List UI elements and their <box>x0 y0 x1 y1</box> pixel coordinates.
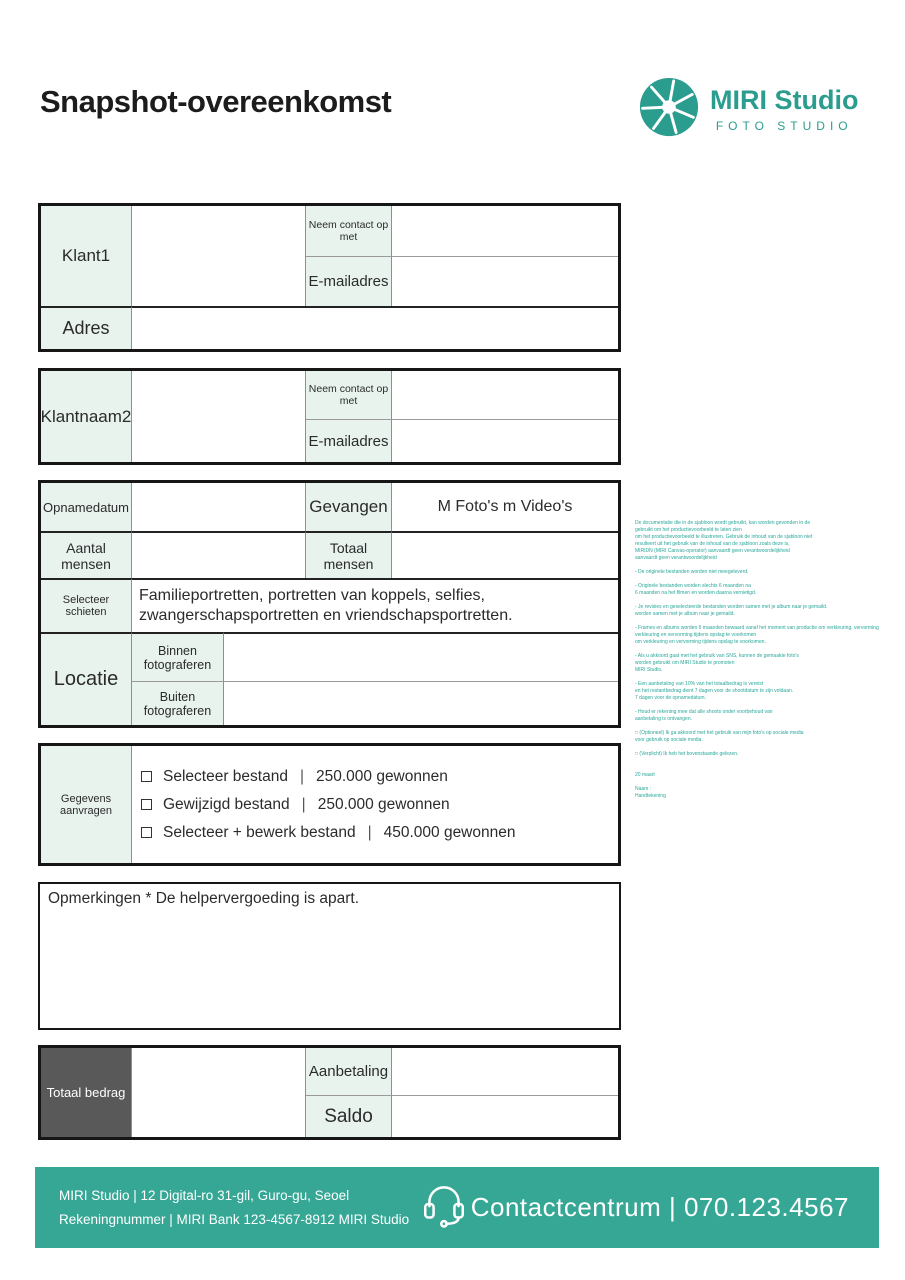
captured-value[interactable]: M Foto's m Video's <box>391 483 618 531</box>
file-option-row <box>141 768 618 786</box>
footer-contact <box>419 1179 849 1236</box>
client2-label: Klantnaam2 <box>41 371 131 462</box>
shoot-date-label: Opnamedatum <box>41 483 131 531</box>
terms-line: worden gebruikt om MIRI Studio te promoten <box>635 660 735 666</box>
terms-line <box>635 597 903 604</box>
file-option-label: Selecteer + bewerk bestand <box>163 823 356 841</box>
client1-address-field[interactable] <box>131 306 618 349</box>
checkbox-icon[interactable] <box>141 827 152 838</box>
terms-fine-print <box>635 520 903 800</box>
terms-line: - Frames en albums worden 6 maanden bewaard vanaf het moment van productie om verkleuring, vervorming <box>635 625 879 631</box>
file-request-table <box>38 743 621 866</box>
file-option-price: 250.000 gewonnen <box>317 795 450 813</box>
indoor-shoot-label: Binnen fotograferen <box>131 632 223 681</box>
footer-account: Rekeningnummer | MIRI Bank 123-4567-8912 MIRI Studio <box>59 1212 410 1227</box>
option-separator: | <box>301 795 306 813</box>
terms-line: - De originele bestanden worden niet meegeleverd. <box>635 569 749 575</box>
terms-line: worden samen met je album naar je gemaild. <box>635 611 735 617</box>
client1-email-label: E-mailadres <box>305 256 391 306</box>
client1-name-field[interactable] <box>131 206 305 306</box>
outdoor-shoot-field[interactable] <box>223 681 618 725</box>
headset-icon <box>419 1179 469 1236</box>
client1-table <box>38 203 621 352</box>
terms-line: aanbetaling is ontvangen. <box>635 716 692 722</box>
total-amount-field[interactable] <box>131 1048 305 1137</box>
client1-address-label: Adres <box>41 306 131 349</box>
terms-line: Naam : <box>635 786 652 792</box>
terms-line: om het productievoorbeeld te illustreren. Gebruik de inhoud van de sjabloon niet <box>635 534 813 540</box>
terms-line <box>635 618 903 625</box>
terms-line <box>635 744 903 751</box>
total-amount-table <box>38 1045 621 1140</box>
terms-line: 7 dagen voor de opnamedatum. <box>635 695 706 701</box>
deposit-label: Aanbetaling <box>305 1048 391 1095</box>
total-amount-label: Totaal bedrag <box>41 1048 131 1137</box>
people-count-field[interactable] <box>131 531 305 578</box>
option-separator: | <box>367 823 372 841</box>
file-option-row <box>141 796 618 814</box>
terms-line: gebruikt om het productievoorbeeld te laten zien <box>635 527 742 533</box>
terms-line: - Als u akkoord gaat met het gebruik van SNS, kunnen de gemaakte foto's <box>635 653 799 659</box>
indoor-shoot-field[interactable] <box>223 632 618 681</box>
file-option-price: 250.000 gewonnen <box>315 767 448 785</box>
client2-email-field[interactable] <box>391 419 618 462</box>
client1-email-field[interactable] <box>391 256 618 306</box>
shoot-type-value[interactable]: Familieportretten, portretten van koppels, selfies, zwangerschapsportretten en vriendschapsportretten. <box>131 578 618 632</box>
client1-contact-field[interactable] <box>391 206 618 256</box>
shoot-type-label: Selecteer schieten <box>41 578 131 632</box>
terms-line: □ (Verplicht) Ik heb het bovenstaande gelezen. <box>635 751 739 757</box>
terms-line <box>635 562 903 569</box>
terms-line: De documentatie die in de sjabloon wordt gebruikt, kan worden gevonden in de <box>635 520 811 526</box>
file-option-row <box>141 824 618 842</box>
location-label: Locatie <box>41 632 131 725</box>
remarks-text: Opmerkingen * De helpervergoeding is apart. <box>48 890 360 907</box>
terms-line: 6 maanden na het filmen en worden daarna vernietigd. <box>635 590 757 596</box>
terms-line: - Originele bestanden worden slechts 6 maanden na <box>635 583 751 589</box>
terms-line: - Houd er rekening mee dat alle shoots onder voorbehoud van <box>635 709 773 715</box>
balance-field[interactable] <box>391 1095 618 1137</box>
footer-contact-text: Contactcentrum | 070.123.4567 <box>470 1192 849 1222</box>
aperture-icon <box>638 76 700 143</box>
terms-line: aanvaardt geen verantwoordelijkheid <box>635 555 717 561</box>
file-option-price: 450.000 gewonnen <box>383 823 516 841</box>
terms-line <box>635 576 903 583</box>
client2-name-field[interactable] <box>131 371 305 462</box>
terms-line <box>635 758 903 765</box>
terms-line: - Een aanbetaling van 10% van het totaalbedrag is vereist <box>635 681 764 687</box>
logo-subtitle: FOTO STUDIO <box>715 119 853 134</box>
footer-info <box>59 1188 409 1227</box>
option-separator: | <box>299 767 304 785</box>
checkbox-icon[interactable] <box>141 799 152 810</box>
terms-line <box>635 765 903 772</box>
total-people-label: Totaal mensen <box>305 531 391 578</box>
logo-name: MIRI Studio <box>710 84 859 115</box>
outdoor-shoot-label: Buiten fotograferen <box>131 681 223 725</box>
shoot-date-field[interactable] <box>131 483 305 531</box>
terms-line: MIRI Studio. <box>635 667 663 673</box>
terms-line <box>635 646 903 653</box>
footer-bar <box>35 1167 879 1248</box>
terms-line: en het restantbedrag dient 7 dagen voor de shootdatum te zijn voldaan. <box>635 688 794 694</box>
client2-contact-field[interactable] <box>391 371 618 419</box>
captured-label: Gevangen <box>305 483 391 531</box>
people-count-label: Aantal mensen <box>41 531 131 578</box>
terms-line <box>635 674 903 681</box>
total-people-field[interactable] <box>391 531 618 578</box>
client2-email-label: E-mailadres <box>305 419 391 462</box>
terms-line: 20 maart <box>635 772 655 778</box>
file-option-label: Gewijzigd bestand <box>163 795 290 813</box>
terms-line: om verkleuring en vervorming tijdens opslag te voorkomen. <box>635 639 766 645</box>
terms-line <box>635 702 903 709</box>
file-request-label: Gegevens aanvragen <box>41 746 131 863</box>
client2-table <box>38 368 621 465</box>
terms-line <box>635 723 903 730</box>
file-request-options <box>131 746 618 863</box>
terms-line: MIRIDN (MIRI Canvas-operator) aanvaardt geen verantwoordelijkheid <box>635 548 790 554</box>
terms-line: verkleuring en vervorming tijdens opslag te voorkomen <box>635 632 757 638</box>
checkbox-icon[interactable] <box>141 771 152 782</box>
terms-line: voor gebruik op sociale media. <box>635 737 703 743</box>
terms-line: resulteert uit het gebruik van de inhoud van de sjabloon zoals deze is, <box>635 541 790 547</box>
terms-line: Handtekening <box>635 793 666 799</box>
shoot-table <box>38 480 621 728</box>
page-title: Snapshot-overeenkomst <box>40 84 392 119</box>
client2-contact-label: Neem contact op met <box>305 371 391 419</box>
deposit-field[interactable] <box>391 1048 618 1095</box>
logo <box>638 76 858 143</box>
terms-line: □ (Optioneel) Ik ga akkoord met het gebruik van mijn foto's op sociale media <box>635 730 804 736</box>
remarks-box[interactable] <box>38 882 621 1030</box>
terms-line: - Je revisies en geselecteerde bestanden worden samen met je album naar je gemaild. <box>635 604 828 610</box>
balance-label: Saldo <box>305 1095 391 1137</box>
client1-label: Klant1 <box>41 206 131 306</box>
footer-address: MIRI Studio | 12 Digital-ro 31-gil, Guro-gu, Seoel <box>59 1188 350 1203</box>
client1-contact-label: Neem contact op met <box>305 206 391 256</box>
terms-line <box>635 779 903 786</box>
file-option-label: Selecteer bestand <box>163 767 288 785</box>
